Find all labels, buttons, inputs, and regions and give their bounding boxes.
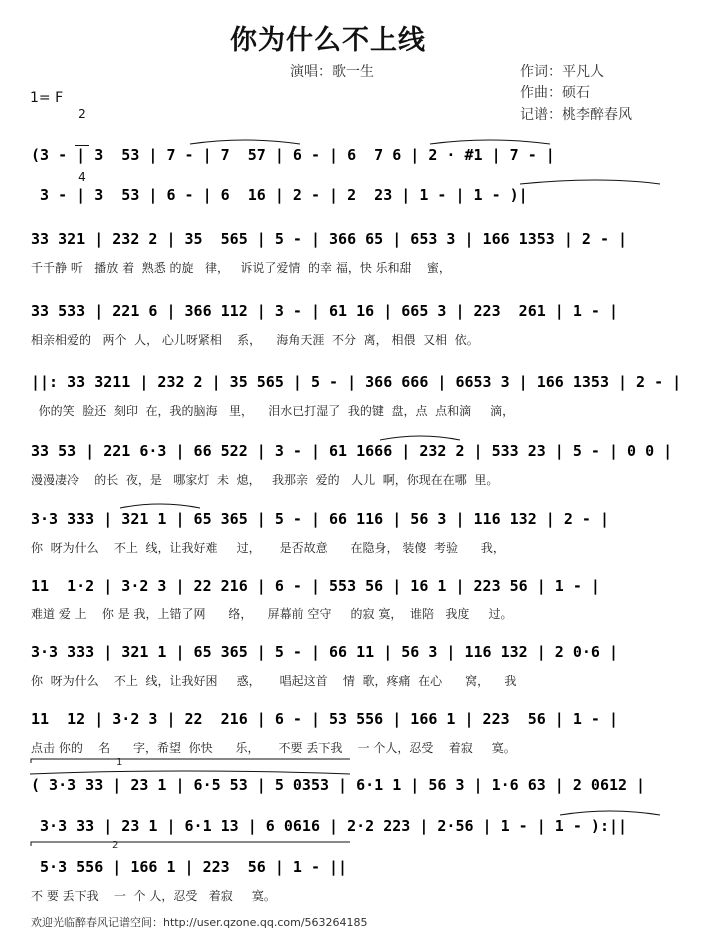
score-line-notes: 33 321 | 232 2 | 35 565 | 5 - | 366 65 | 653 3 | 166 1353 | 2 - | (31, 230, 628, 248)
singer-credit: 演唱：歌一生 (290, 64, 374, 80)
score-line-notes: 11 12 | 3·2 3 | 22 216 | 6 - | 53 556 | 166 1 | 223 56 | 1 - | (31, 710, 618, 728)
slur-arc (380, 436, 460, 440)
time-signature-numerator: 2 (78, 107, 86, 121)
slur-arc (120, 504, 200, 508)
score-line-notes: ||: 33 3211 | 232 2 | 35 565 | 5 - | 366 666 | 6653 3 | 166 1353 | 2 - | (31, 373, 682, 391)
score-line-lyrics: 点击 你的 名 字，希望 你快 乐， 不要 丢下我 一 个人，忍受 着寂 寞。 (31, 741, 516, 755)
first-ending-bracket (31, 759, 350, 763)
slur-arc (520, 180, 660, 184)
transcriber-credit: 记谱：桃李醉春风 (520, 107, 632, 123)
score-line-notes: ( 3·3 33 | 23 1 | 6·5 53 | 5 0353 | 6·1 1 | 56 3 | 1·6 63 | 2 0612 | (31, 776, 646, 794)
slur-arc (190, 140, 300, 144)
key-signature: 1= F (30, 90, 64, 106)
score-line-notes: 3·3 33 | 23 1 | 6·1 13 | 6 0616 | 2·2 223 | 2·56 | 1 - | 1 - ):|| (31, 817, 628, 835)
slur-arc (560, 811, 660, 815)
score-line-notes: 33 533 | 221 6 | 366 112 | 3 - | 61 16 | 665 3 | 223 261 | 1 - | (31, 302, 618, 320)
score-line-notes: 11 1·2 | 3·2 3 | 22 216 | 6 - | 553 56 | 16 1 | 223 56 | 1 - | (31, 577, 600, 595)
score-line-lyrics: 千千静 听 播放 着 熟悉 的旋 律， 诉说了爱情 的幸 福，快 乐和甜 蜜， (31, 261, 451, 275)
score-line-lyrics: 你 呀为什么 不上 线，让我好困 惑， 唱起这首 情 歌，疼痛 在心 窝， 我 (31, 674, 517, 688)
score-line-lyrics: 不 要 丢下我 一 个 人，忍受 着寂 寞。 (31, 889, 276, 903)
score-line-notes: 3 - | 3 53 | 6 - | 6 16 | 2 - | 2 23 | 1 - | 1 - )| (31, 186, 528, 204)
first-ending-number: 1 (116, 757, 123, 768)
lyricist-credit: 作词：平凡人 (520, 64, 604, 80)
composer-credit: 作曲：硕石 (520, 85, 590, 101)
slur-arc (30, 771, 350, 774)
second-ending-number: 2 (112, 840, 119, 851)
second-ending-bracket (31, 842, 350, 846)
score-line-notes: 33 53 | 221 6·3 | 66 522 | 3 - | 61 1666 | 232 2 | 533 23 | 5 - | 0 0 | (31, 442, 673, 460)
score-line-lyrics: 你 呀为什么 不上 线，让我好难 过， 是否故意 在隐身， 装傻 考验 我， (31, 541, 505, 555)
time-signature-denominator: 4 (78, 170, 86, 184)
footer-credit: 欢迎光临醉春风记谱空间：http://user.qzone.qq.com/563264185 (31, 916, 368, 929)
score-line-notes: (3 - | 3 53 | 7 - | 7 57 | 6 - | 6 7 6 | 2 · #1 | 7 - | (31, 146, 555, 164)
score-line-lyrics: 相亲相爱的 两个 人， 心儿呀紧相 系， 海角天涯 不分 离， 相偎 又相 依。 (31, 333, 479, 347)
score-line-lyrics: 你的笑 脸还 刻印 在，我的脑海 里， 泪水已打湿了 我的键 盘，点 点和滴 滴， (31, 404, 515, 418)
song-title: 你为什么不上线 (230, 25, 426, 56)
slur-arc (430, 140, 550, 144)
score-line-lyrics: 漫漫凄冷 的长 夜，是 哪家灯 未 熄， 我那亲 爱的 人儿 啊，你现在在哪 里。 (31, 473, 499, 487)
score-line-lyrics: 难道 爱 上 你 是 我，上错了网 络， 屏幕前 空守 的寂 寞， 谁陪 我度 过。 (31, 607, 513, 621)
score-line-notes: 5·3 556 | 166 1 | 223 56 | 1 - || (31, 858, 348, 876)
score-line-notes: 3·3 333 | 321 1 | 65 365 | 5 - | 66 116 | 56 3 | 116 132 | 2 - | (31, 510, 609, 528)
score-line-notes: 3·3 333 | 321 1 | 65 365 | 5 - | 66 11 | 56 3 | 116 132 | 2 0·6 | (31, 643, 618, 661)
